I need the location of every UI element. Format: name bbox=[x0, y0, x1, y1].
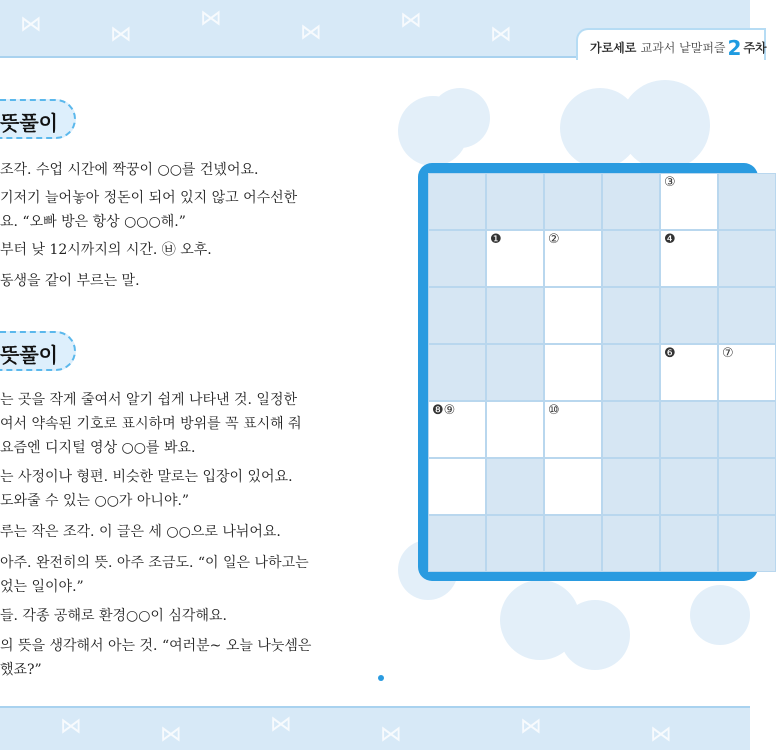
bow-icon: ⋈ bbox=[300, 20, 322, 45]
clue-text: 조각. 수업 시간에 짝꿍이 ○○를 건넸어요. bbox=[0, 162, 259, 178]
bottom-band bbox=[0, 706, 750, 750]
clue-text: 는 곳을 작게 줄여서 알기 쉽게 나타낸 것. 일정한 bbox=[0, 392, 298, 408]
flower-decoration bbox=[620, 80, 710, 170]
clue-text: 요즘엔 디지털 영상 ○○를 봐요. bbox=[0, 440, 196, 456]
puzzle-cell bbox=[718, 515, 776, 572]
bottom-band-border bbox=[0, 706, 750, 708]
crossword-grid bbox=[418, 163, 758, 581]
puzzle-cell bbox=[428, 515, 486, 572]
puzzle-cell bbox=[486, 173, 544, 230]
puzzle-cell bbox=[602, 287, 660, 344]
puzzle-cell bbox=[428, 344, 486, 401]
puzzle-cell bbox=[428, 230, 486, 287]
cell-number: ③ bbox=[664, 175, 676, 190]
puzzle-cell bbox=[428, 287, 486, 344]
clue-text: 했죠?” bbox=[0, 662, 42, 678]
clue-text: 루는 작은 조각. 이 글은 세 ○○으로 나뉘어요. bbox=[0, 524, 281, 540]
cell-number: ⑩ bbox=[548, 403, 560, 418]
puzzle-cell bbox=[718, 401, 776, 458]
puzzle-cell bbox=[602, 401, 660, 458]
puzzle-cell bbox=[718, 458, 776, 515]
bow-icon: ⋈ bbox=[400, 8, 422, 33]
cell-number: ❹ bbox=[664, 232, 676, 247]
puzzle-cell bbox=[718, 287, 776, 344]
bow-icon: ⋈ bbox=[20, 12, 42, 37]
puzzle-cell bbox=[602, 173, 660, 230]
section-title-down: 뜻풀이 bbox=[0, 343, 58, 367]
bow-icon: ⋈ bbox=[60, 714, 82, 739]
puzzle-cell bbox=[428, 173, 486, 230]
puzzle-cell bbox=[602, 515, 660, 572]
puzzle-cell bbox=[602, 458, 660, 515]
puzzle-cell bbox=[486, 458, 544, 515]
cell-number: ❽⑨ bbox=[432, 403, 456, 418]
clue-text: 도와줄 수 있는 ○○가 아니야.” bbox=[0, 493, 190, 509]
puzzle-cell bbox=[602, 230, 660, 287]
puzzle-cell bbox=[602, 344, 660, 401]
puzzle-cell[interactable] bbox=[660, 344, 718, 401]
clue-text: 기저기 늘어놓아 정돈이 되어 있지 않고 어수선한 bbox=[0, 190, 298, 206]
page-dot bbox=[378, 675, 384, 681]
tab-bold-text: 가로세로 bbox=[590, 41, 637, 55]
puzzle-cell[interactable] bbox=[660, 173, 718, 230]
puzzle-cell[interactable] bbox=[544, 230, 602, 287]
bow-icon: ⋈ bbox=[270, 712, 292, 737]
puzzle-cell[interactable] bbox=[544, 401, 602, 458]
flower-decoration bbox=[560, 600, 630, 670]
puzzle-cell bbox=[660, 515, 718, 572]
puzzle-cell[interactable] bbox=[428, 458, 486, 515]
puzzle-cell[interactable] bbox=[428, 401, 486, 458]
clue-text: 었는 일이야.” bbox=[0, 579, 84, 595]
cell-number: ⑦ bbox=[722, 346, 734, 361]
puzzle-cell bbox=[486, 515, 544, 572]
clue-text: 는 사정이나 형편. 비슷한 말로는 입장이 있어요. bbox=[0, 469, 293, 485]
bow-icon: ⋈ bbox=[520, 714, 542, 739]
puzzle-cell bbox=[660, 401, 718, 458]
puzzle-cell[interactable] bbox=[544, 458, 602, 515]
flower-decoration bbox=[690, 585, 750, 645]
puzzle-cell bbox=[544, 173, 602, 230]
bow-icon: ⋈ bbox=[160, 722, 182, 747]
tab-subtitle: 교과서 낱말퍼즐 bbox=[640, 41, 726, 55]
puzzle-cell[interactable] bbox=[660, 230, 718, 287]
clue-text: 의 뜻을 생각해서 아는 것. “여러분~ 오늘 나눗셈은 bbox=[0, 638, 312, 654]
puzzle-cell bbox=[486, 287, 544, 344]
puzzle-cell[interactable] bbox=[544, 344, 602, 401]
puzzle-cell bbox=[718, 230, 776, 287]
flower-decoration bbox=[430, 88, 490, 148]
clue-text: 요. “오빠 방은 항상 ○○○해.” bbox=[0, 214, 186, 230]
clue-text: 들. 각종 공해로 환경○○이 심각해요. bbox=[0, 608, 227, 624]
section-title-across: 뜻풀이 bbox=[0, 111, 58, 135]
clue-text: 여서 약속된 기호로 표시하며 방위를 꼭 표시해 줘 bbox=[0, 416, 302, 432]
puzzle-cell[interactable] bbox=[544, 287, 602, 344]
clue-text: 동생을 같이 부르는 말. bbox=[0, 273, 140, 289]
bow-icon: ⋈ bbox=[490, 22, 512, 47]
bow-icon: ⋈ bbox=[650, 722, 672, 747]
cell-number: ❻ bbox=[664, 346, 676, 361]
clue-text: 부터 낮 12시까지의 시간. ㉥ 오후. bbox=[0, 242, 212, 258]
cell-number: ❶ bbox=[490, 232, 502, 247]
puzzle-cell[interactable] bbox=[486, 230, 544, 287]
puzzle-cell bbox=[660, 458, 718, 515]
puzzle-cell bbox=[544, 515, 602, 572]
tab-week-label: 주차 bbox=[743, 41, 767, 55]
bow-icon: ⋈ bbox=[110, 22, 132, 47]
puzzle-cell bbox=[718, 173, 776, 230]
puzzle-cell[interactable] bbox=[718, 344, 776, 401]
week-number: 2 bbox=[727, 36, 742, 60]
puzzle-cell bbox=[660, 287, 718, 344]
clue-text: 아주. 완전히의 뜻. 아주 조금도. “이 일은 나하고는 bbox=[0, 555, 309, 571]
cell-number: ② bbox=[548, 232, 560, 247]
puzzle-cell[interactable] bbox=[486, 401, 544, 458]
bow-icon: ⋈ bbox=[200, 6, 222, 31]
puzzle-cell bbox=[486, 344, 544, 401]
header-tab-text bbox=[590, 36, 767, 60]
bow-icon: ⋈ bbox=[380, 722, 402, 747]
